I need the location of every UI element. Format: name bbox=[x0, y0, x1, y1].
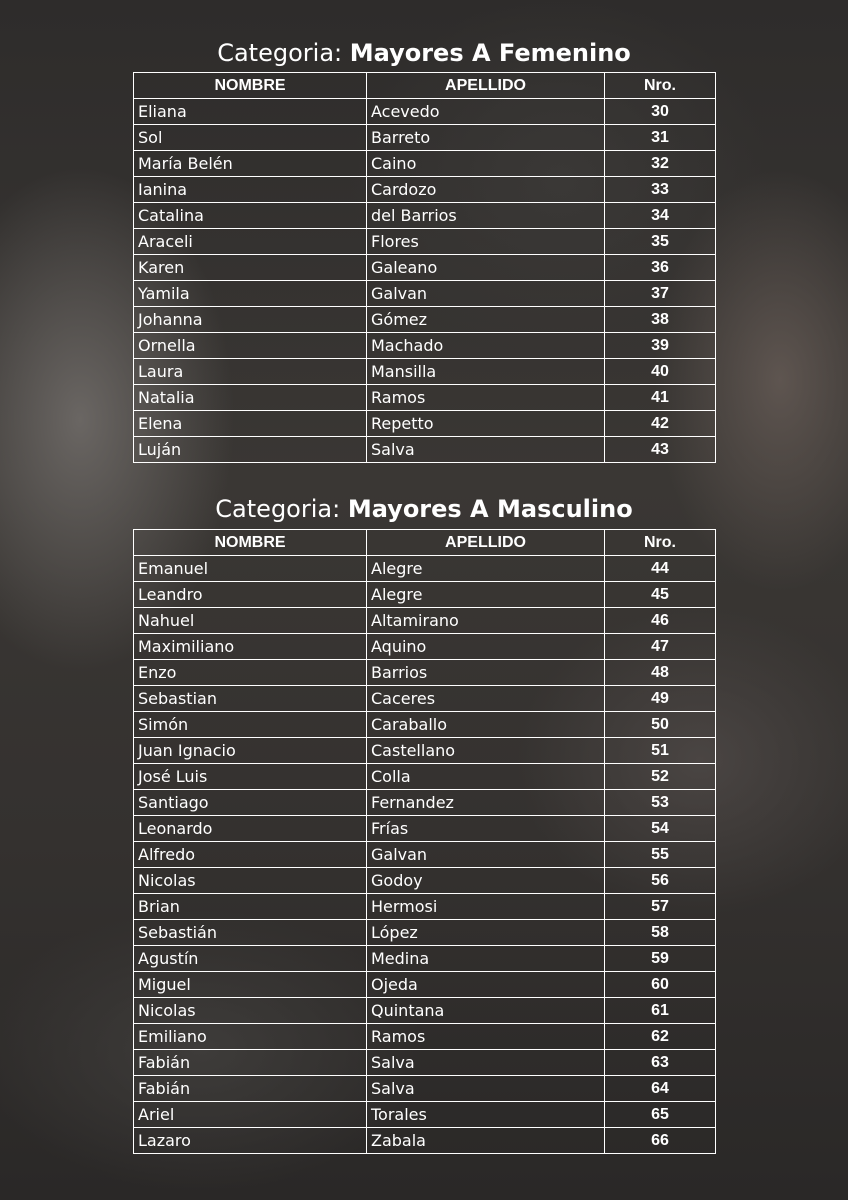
apellido-cell: del Barrios bbox=[367, 203, 605, 229]
table-row bbox=[134, 894, 716, 920]
apellido-cell: Medina bbox=[367, 946, 605, 972]
nro-cell: 34 bbox=[605, 203, 716, 229]
nro-cell: 58 bbox=[605, 920, 716, 946]
table-row bbox=[134, 686, 716, 712]
table-row bbox=[134, 738, 716, 764]
nombre-cell: Eliana bbox=[134, 99, 367, 125]
nro-cell: 46 bbox=[605, 608, 716, 634]
table-row bbox=[134, 790, 716, 816]
apellido-cell: López bbox=[367, 920, 605, 946]
roster-table-femenino bbox=[133, 72, 716, 463]
apellido-cell: Colla bbox=[367, 764, 605, 790]
nombre-cell: Nahuel bbox=[134, 608, 367, 634]
nro-cell: 44 bbox=[605, 556, 716, 582]
nro-cell: 59 bbox=[605, 946, 716, 972]
table-row bbox=[134, 946, 716, 972]
nro-cell: 31 bbox=[605, 125, 716, 151]
apellido-cell: Salva bbox=[367, 1050, 605, 1076]
apellido-cell: Alegre bbox=[367, 582, 605, 608]
nro-cell: 60 bbox=[605, 972, 716, 998]
nombre-cell: Leonardo bbox=[134, 816, 367, 842]
table-row bbox=[134, 1128, 716, 1154]
table-row bbox=[134, 177, 716, 203]
apellido-cell: Zabala bbox=[367, 1128, 605, 1154]
nro-cell: 64 bbox=[605, 1076, 716, 1102]
column-header-apellido: APELLIDO bbox=[367, 73, 605, 99]
table-row bbox=[134, 1050, 716, 1076]
table-row bbox=[134, 411, 716, 437]
table-row bbox=[134, 972, 716, 998]
table-row bbox=[134, 255, 716, 281]
nro-cell: 63 bbox=[605, 1050, 716, 1076]
nombre-cell: Yamila bbox=[134, 281, 367, 307]
column-header-nombre: NOMBRE bbox=[134, 530, 367, 556]
apellido-cell: Barreto bbox=[367, 125, 605, 151]
nombre-cell: Natalia bbox=[134, 385, 367, 411]
nombre-cell: Ianina bbox=[134, 177, 367, 203]
nro-cell: 38 bbox=[605, 307, 716, 333]
category-prefix: Categoria: bbox=[215, 495, 341, 523]
apellido-cell: Ramos bbox=[367, 1024, 605, 1050]
nombre-cell: Enzo bbox=[134, 660, 367, 686]
nro-cell: 66 bbox=[605, 1128, 716, 1154]
nombre-cell: Catalina bbox=[134, 203, 367, 229]
apellido-cell: Salva bbox=[367, 437, 605, 463]
table-row bbox=[134, 437, 716, 463]
nombre-cell: Santiago bbox=[134, 790, 367, 816]
nro-cell: 49 bbox=[605, 686, 716, 712]
nro-cell: 50 bbox=[605, 712, 716, 738]
roster-table-masculino bbox=[133, 529, 716, 1154]
category-prefix: Categoria: bbox=[217, 39, 343, 67]
table-row bbox=[134, 281, 716, 307]
section-title-femenino bbox=[0, 38, 848, 68]
nro-cell: 36 bbox=[605, 255, 716, 281]
apellido-cell: Acevedo bbox=[367, 99, 605, 125]
apellido-cell: Machado bbox=[367, 333, 605, 359]
table-row bbox=[134, 712, 716, 738]
nro-cell: 62 bbox=[605, 1024, 716, 1050]
nro-cell: 51 bbox=[605, 738, 716, 764]
nombre-cell: Leandro bbox=[134, 582, 367, 608]
table-row bbox=[134, 816, 716, 842]
table-row bbox=[134, 229, 716, 255]
table-row bbox=[134, 920, 716, 946]
table-row bbox=[134, 385, 716, 411]
table-row bbox=[134, 151, 716, 177]
nombre-cell: Araceli bbox=[134, 229, 367, 255]
table-header-row bbox=[134, 73, 716, 99]
table-row bbox=[134, 998, 716, 1024]
table-row bbox=[134, 842, 716, 868]
nro-cell: 48 bbox=[605, 660, 716, 686]
nombre-cell: Karen bbox=[134, 255, 367, 281]
nombre-cell: Juan Ignacio bbox=[134, 738, 367, 764]
apellido-cell: Torales bbox=[367, 1102, 605, 1128]
column-header-nombre: NOMBRE bbox=[134, 73, 367, 99]
nombre-cell: José Luis bbox=[134, 764, 367, 790]
nombre-cell: Sebastián bbox=[134, 920, 367, 946]
apellido-cell: Castellano bbox=[367, 738, 605, 764]
apellido-cell: Aquino bbox=[367, 634, 605, 660]
nombre-cell: Elena bbox=[134, 411, 367, 437]
table-row bbox=[134, 556, 716, 582]
nro-cell: 41 bbox=[605, 385, 716, 411]
nombre-cell: Fabián bbox=[134, 1076, 367, 1102]
apellido-cell: Altamirano bbox=[367, 608, 605, 634]
nro-cell: 52 bbox=[605, 764, 716, 790]
apellido-cell: Galvan bbox=[367, 281, 605, 307]
table-row bbox=[134, 868, 716, 894]
apellido-cell: Barrios bbox=[367, 660, 605, 686]
nombre-cell: Maximiliano bbox=[134, 634, 367, 660]
table-row bbox=[134, 333, 716, 359]
nombre-cell: Ornella bbox=[134, 333, 367, 359]
table-row bbox=[134, 582, 716, 608]
apellido-cell: Ojeda bbox=[367, 972, 605, 998]
nombre-cell: Laura bbox=[134, 359, 367, 385]
nombre-cell: Ariel bbox=[134, 1102, 367, 1128]
table-row bbox=[134, 1076, 716, 1102]
nro-cell: 39 bbox=[605, 333, 716, 359]
nombre-cell: Alfredo bbox=[134, 842, 367, 868]
nombre-cell: Simón bbox=[134, 712, 367, 738]
nombre-cell: Sebastian bbox=[134, 686, 367, 712]
table-row bbox=[134, 203, 716, 229]
section-title-masculino bbox=[0, 494, 848, 524]
nro-cell: 33 bbox=[605, 177, 716, 203]
column-header-nro: Nro. bbox=[605, 73, 716, 99]
nro-cell: 47 bbox=[605, 634, 716, 660]
nombre-cell: Nicolas bbox=[134, 868, 367, 894]
table-row bbox=[134, 359, 716, 385]
nro-cell: 32 bbox=[605, 151, 716, 177]
nro-cell: 65 bbox=[605, 1102, 716, 1128]
nro-cell: 42 bbox=[605, 411, 716, 437]
apellido-cell: Galvan bbox=[367, 842, 605, 868]
apellido-cell: Galeano bbox=[367, 255, 605, 281]
apellido-cell: Mansilla bbox=[367, 359, 605, 385]
apellido-cell: Ramos bbox=[367, 385, 605, 411]
table-row bbox=[134, 764, 716, 790]
apellido-cell: Gómez bbox=[367, 307, 605, 333]
nombre-cell: Sol bbox=[134, 125, 367, 151]
nombre-cell: Fabián bbox=[134, 1050, 367, 1076]
nro-cell: 45 bbox=[605, 582, 716, 608]
apellido-cell: Repetto bbox=[367, 411, 605, 437]
apellido-cell: Caraballo bbox=[367, 712, 605, 738]
nombre-cell: Brian bbox=[134, 894, 367, 920]
table-body-masculino bbox=[134, 556, 716, 1154]
nro-cell: 57 bbox=[605, 894, 716, 920]
apellido-cell: Caino bbox=[367, 151, 605, 177]
nombre-cell: Lazaro bbox=[134, 1128, 367, 1154]
nro-cell: 40 bbox=[605, 359, 716, 385]
nombre-cell: Emiliano bbox=[134, 1024, 367, 1050]
nombre-cell: María Belén bbox=[134, 151, 367, 177]
table-body-femenino bbox=[134, 99, 716, 463]
nombre-cell: Agustín bbox=[134, 946, 367, 972]
nombre-cell: Emanuel bbox=[134, 556, 367, 582]
nro-cell: 35 bbox=[605, 229, 716, 255]
apellido-cell: Cardozo bbox=[367, 177, 605, 203]
nro-cell: 37 bbox=[605, 281, 716, 307]
apellido-cell: Salva bbox=[367, 1076, 605, 1102]
table-row bbox=[134, 307, 716, 333]
table-row bbox=[134, 608, 716, 634]
nro-cell: 53 bbox=[605, 790, 716, 816]
nro-cell: 54 bbox=[605, 816, 716, 842]
apellido-cell: Fernandez bbox=[367, 790, 605, 816]
apellido-cell: Godoy bbox=[367, 868, 605, 894]
nombre-cell: Luján bbox=[134, 437, 367, 463]
nro-cell: 30 bbox=[605, 99, 716, 125]
nombre-cell: Nicolas bbox=[134, 998, 367, 1024]
nro-cell: 56 bbox=[605, 868, 716, 894]
table-row bbox=[134, 660, 716, 686]
column-header-apellido: APELLIDO bbox=[367, 530, 605, 556]
nombre-cell: Johanna bbox=[134, 307, 367, 333]
apellido-cell: Caceres bbox=[367, 686, 605, 712]
category-name: Mayores A Masculino bbox=[347, 495, 633, 523]
apellido-cell: Quintana bbox=[367, 998, 605, 1024]
table-row bbox=[134, 1024, 716, 1050]
apellido-cell: Flores bbox=[367, 229, 605, 255]
apellido-cell: Frías bbox=[367, 816, 605, 842]
table-row bbox=[134, 634, 716, 660]
nro-cell: 61 bbox=[605, 998, 716, 1024]
table-row bbox=[134, 99, 716, 125]
table-row bbox=[134, 1102, 716, 1128]
table-header-row bbox=[134, 530, 716, 556]
column-header-nro: Nro. bbox=[605, 530, 716, 556]
category-name: Mayores A Femenino bbox=[349, 39, 631, 67]
apellido-cell: Alegre bbox=[367, 556, 605, 582]
nombre-cell: Miguel bbox=[134, 972, 367, 998]
apellido-cell: Hermosi bbox=[367, 894, 605, 920]
table-row bbox=[134, 125, 716, 151]
nro-cell: 55 bbox=[605, 842, 716, 868]
nro-cell: 43 bbox=[605, 437, 716, 463]
